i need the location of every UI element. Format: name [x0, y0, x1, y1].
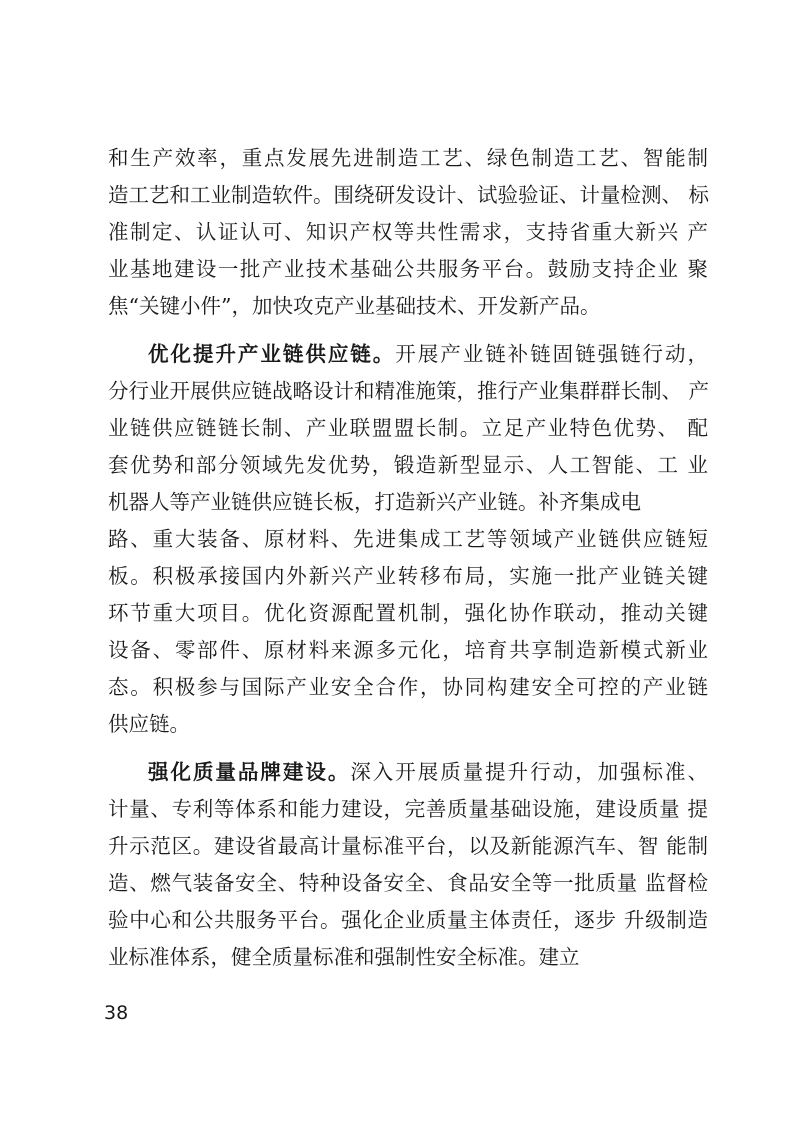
text-line: 设备、零部件、原材料来源多元化，培育共享制造新模式新业 — [108, 638, 708, 662]
text-line — [108, 754, 708, 791]
text-line: 套优势和部分领域先发优势，锻造新型显示、人工智能、工 业 — [108, 453, 708, 477]
paragraph-heading: 优化提升产业链供应链。 — [148, 342, 396, 366]
paragraph-heading: 强化质量品牌建设。 — [148, 760, 351, 784]
text-line — [108, 336, 708, 373]
body-text — [108, 140, 708, 976]
paragraph — [108, 336, 708, 743]
text-line: 分行业开展供应链战略设计和精准施策，推行产业集群群长制、 产 — [108, 379, 710, 403]
text-run: 开展产业链补链固链强链行动， — [395, 342, 709, 366]
text-line: 环节重大项目。优化资源配置机制，强化协作联动，推动关键 — [108, 601, 708, 625]
text-line: 焦“关键小件”，加快攻克产业基础技术、开发新产品。 — [108, 294, 601, 318]
text-line: 验中心和公共服务平台。强化企业质量主体责任，逐步 升级制造 — [108, 908, 708, 932]
text-line: 机器人等产业链供应链长板，打造新兴产业链。补齐集成电 — [108, 490, 641, 514]
text-line: 供应链。 — [108, 712, 190, 736]
text-line: 业标准体系，健全质量标准和强制性安全标准。建立 — [108, 945, 580, 969]
text-line: 计量、专利等体系和能力建设，完善质量基础设施，建设质量 提 — [108, 797, 708, 821]
text-line: 路、重大装备、原材料、先进集成工艺等领域产业链供应链短 — [108, 527, 708, 551]
text-line: 板。积极承接国内外新兴产业转移布局，实施一批产业链关键 — [108, 564, 708, 588]
text-line: 准制定、认证认可、知识产权等共性需求，支持省重大新兴 产 — [108, 220, 708, 244]
paragraph — [108, 754, 708, 976]
text-line: 造、燃气装备安全、特种设备安全、食品安全等一批质量 监督检 — [108, 871, 708, 895]
text-line: 业链供应链链长制、产业联盟盟长制。立足产业特色优势、 配 — [108, 416, 708, 440]
page-number: 38 — [104, 1002, 129, 1024]
paragraph — [108, 140, 708, 325]
text-line: 造工艺和工业制造软件。围绕研发设计、试验验证、计量检测、 标 — [108, 183, 710, 207]
text-line: 和生产效率，重点发展先进制造工艺、绿色制造工艺、智能制 — [108, 146, 708, 170]
text-run: 深入开展质量提升行动，加强标准、 — [350, 760, 708, 784]
text-line: 态。积极参与国际产业安全合作，协同构建安全可控的产业链 — [108, 675, 708, 699]
text-line: 业基地建设一批产业技术基础公共服务平台。鼓励支持企业 聚 — [108, 257, 708, 281]
text-line: 升示范区。建设省最高计量标准平台，以及新能源汽车、智 能制 — [108, 834, 708, 858]
